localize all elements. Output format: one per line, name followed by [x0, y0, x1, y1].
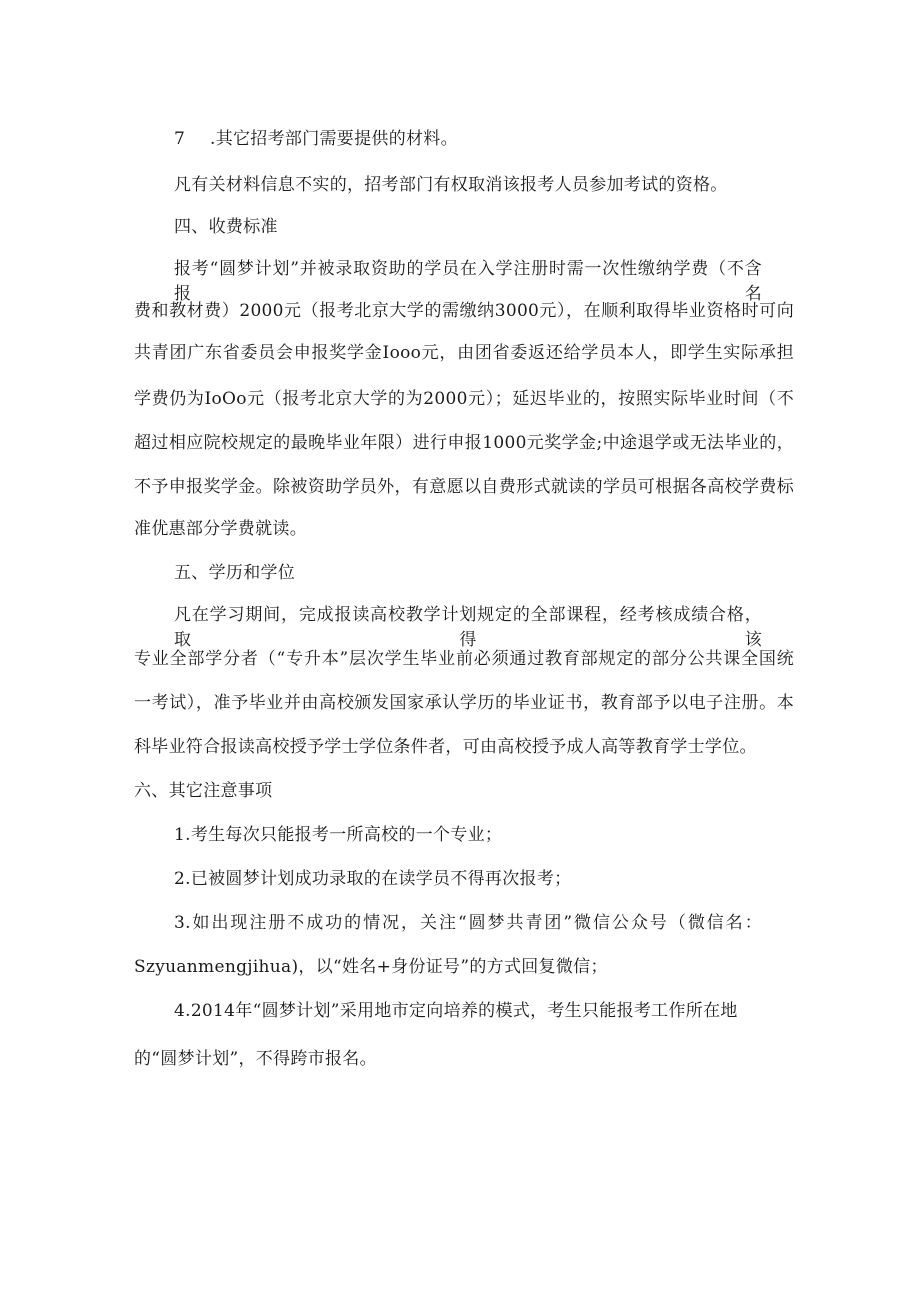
fees-paragraph-line: 报考“圆梦计划”并被录取资助的学员在入学注册时需一次性缴纳学费（不含报名: [174, 259, 762, 304]
notes-item-3-cont: Szyuanmengjihua)，以“姓名+身份证号”的方式回复微信；: [134, 957, 608, 977]
fees-paragraph-line: 费和教材费）2000元（报考北京大学的需缴纳3000元），在顺利取得毕业资格时可向: [134, 301, 794, 321]
item-7: [174, 124, 458, 149]
degree-paragraph-line: 一考试），准予毕业并由高校颁发国家承认学历的毕业证书，教育部予以电子注册。本: [134, 693, 794, 713]
fees-paragraph-line: 准优惠部分学费就读。: [134, 519, 307, 539]
materials-note: 凡有关材料信息不实的，招考部门有权取消该报考人员参加考试的资格。: [174, 175, 728, 195]
degree-paragraph-line: 科毕业符合报读高校授予学士学位条件者，可由高校授予成人高等教育学士学位。: [134, 737, 757, 757]
fees-paragraph-line: 学费仍为IoOo元（报考北京大学的为2000元）；延迟毕业的，按照实际毕业时间（不: [134, 389, 794, 409]
degree-paragraph-line: 专业全部学分者（“专升本”层次学生毕业前必须通过教育部规定的部分公共课全国统: [134, 649, 794, 669]
item-7-number: 7: [174, 129, 186, 149]
fees-paragraph-line: 共青团广东省委员会申报奖学金Iooo元，由团省委返还给学员本人，即学生实际承担: [134, 343, 794, 363]
degree-paragraph-line: 凡在学习期间，完成报读高校教学计划规定的全部课程，经考核成绩合格，取得该: [174, 605, 762, 650]
notes-item-3: 3.如出现注册不成功的情况，关注“圆梦共青团”微信公众号（微信名：: [174, 913, 762, 933]
notes-item-4: 4.2014年“圆梦计划”采用地市定向培养的模式，考生只能报考工作所在地: [174, 1001, 738, 1021]
notes-item-4-cont: 的“圆梦计划”，不得跨市报名。: [134, 1049, 377, 1069]
fees-paragraph-line: 不予申报奖学金。除被资助学员外，有意愿以自费形式就读的学员可根据各高校学费标: [134, 477, 794, 497]
degree-heading: 五、学历和学位: [174, 563, 296, 583]
notes-heading: 六、其它注意事项: [134, 781, 273, 801]
notes-item-1: 1.考生每次只能报考一所高校的一个专业；: [174, 825, 503, 845]
notes-item-2: 2.已被圆梦计划成功录取的在读学员不得再次报考；: [174, 869, 572, 889]
item-7-text: .其它招考部门需要提供的材料。: [210, 129, 458, 149]
fees-heading: 四、收费标准: [174, 217, 278, 237]
fees-paragraph-line: 超过相应院校规定的最晚毕业年限）进行申报1000元奖学金;中途退学或无法毕业的，: [134, 433, 794, 453]
